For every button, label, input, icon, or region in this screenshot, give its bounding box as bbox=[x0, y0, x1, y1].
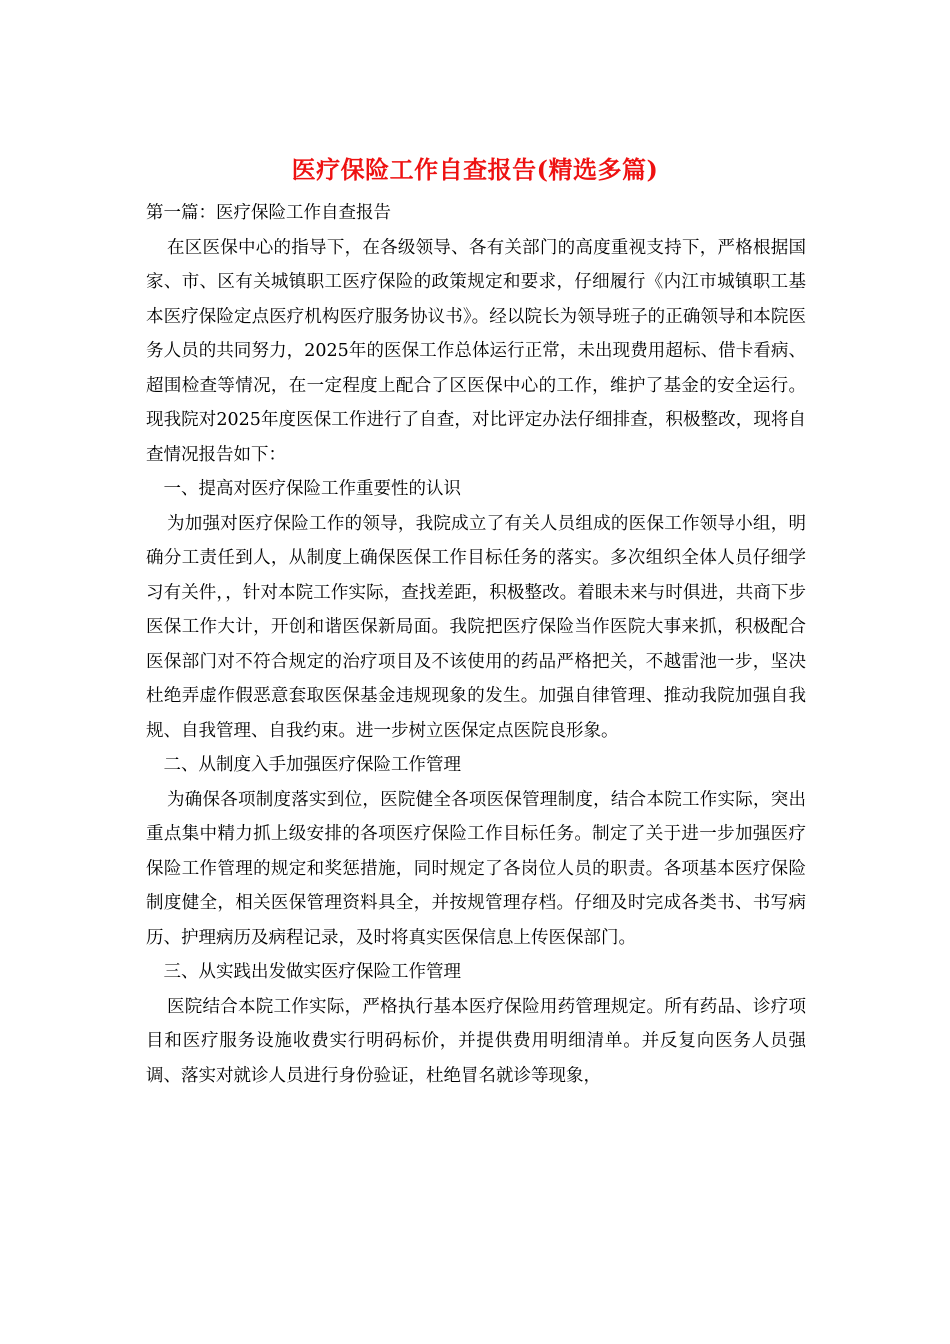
section-paragraph-3: 医院结合本院工作实际，严格执行基本医疗保险用药管理规定。所有药品、诊疗项目和医疗服务设施收费实行明码标价，并提供费用明细清单。并反复向医务人员强调、落实对就诊人员进行身份验证，杜绝冒名就诊等现象， bbox=[146, 996, 806, 1086]
document-title: 医疗保险工作自查报告(精选多篇) bbox=[291, 155, 659, 184]
part-label: 第一篇：医疗保险工作自查报告 bbox=[146, 203, 391, 223]
intro-paragraph: 在区医保中心的指导下，在各级领导、各有关部门的高度重视支持下，严格根据国家、市、区有关城镇职工医疗保险的政策规定和要求，仔细履行《内江市城镇职工基本医疗保险定点医疗机构医疗服务协议书》。经以院长为领导班子的正确领导和本院医务人员的共同努力，2025年的医保工作总体运行正常，未出现费用超标、借卡看病、超围检查等情况，在一定程度上配合了区医保中心的工作，维护了基金的安全运行。现我院对2025年度医保工作进行了自查，对比评定办法仔细排查，积极整改，现将自查情况报告如下： bbox=[146, 237, 806, 465]
section-paragraph-1: 为加强对医疗保险工作的领导，我院成立了有关人员组成的医保工作领导小组，明确分工责任到人，从制度上确保医保工作目标任务的落实。多次组织全体人员仔细学习有关件，，针对本院工作实际，查找差距，积极整改。着眼未来与时俱进，共商下步医保工作大计，开创和谐医保新局面。我院把医疗保险当作医院大事来抓，积极配合医保部门对不符合规定的治疗项目及不该使用的药品严格把关，不越雷池一步，坚决杜绝弄虚作假恶意套取医保基金违规现象的发生。加强自律管理、推动我院加强自我规、自我管理、自我约束。进一步树立医保定点医院良形象。 bbox=[146, 513, 806, 741]
section-paragraph-2: 为确保各项制度落实到位，医院健全各项医保管理制度，结合本院工作实际，突出重点集中精力抓上级安排的各项医疗保险工作目标任务。制定了关于进一步加强医疗保险工作管理的规定和奖惩措施，同时规定了各岗位人员的职责。各项基本医疗保险制度健全，相关医保管理资料具全，并按规管理存档。仔细及时完成各类书、书写病历、护理病历及病程记录，及时将真实医保信息上传医保部门。 bbox=[146, 789, 806, 948]
section-heading-1: 一、提高对医疗保险工作重要性的认识 bbox=[163, 479, 461, 499]
section-heading-3: 三、从实践出发做实医疗保险工作管理 bbox=[163, 962, 461, 982]
section-heading-2: 二、从制度入手加强医疗保险工作管理 bbox=[163, 755, 461, 775]
document-body bbox=[146, 196, 806, 1093]
